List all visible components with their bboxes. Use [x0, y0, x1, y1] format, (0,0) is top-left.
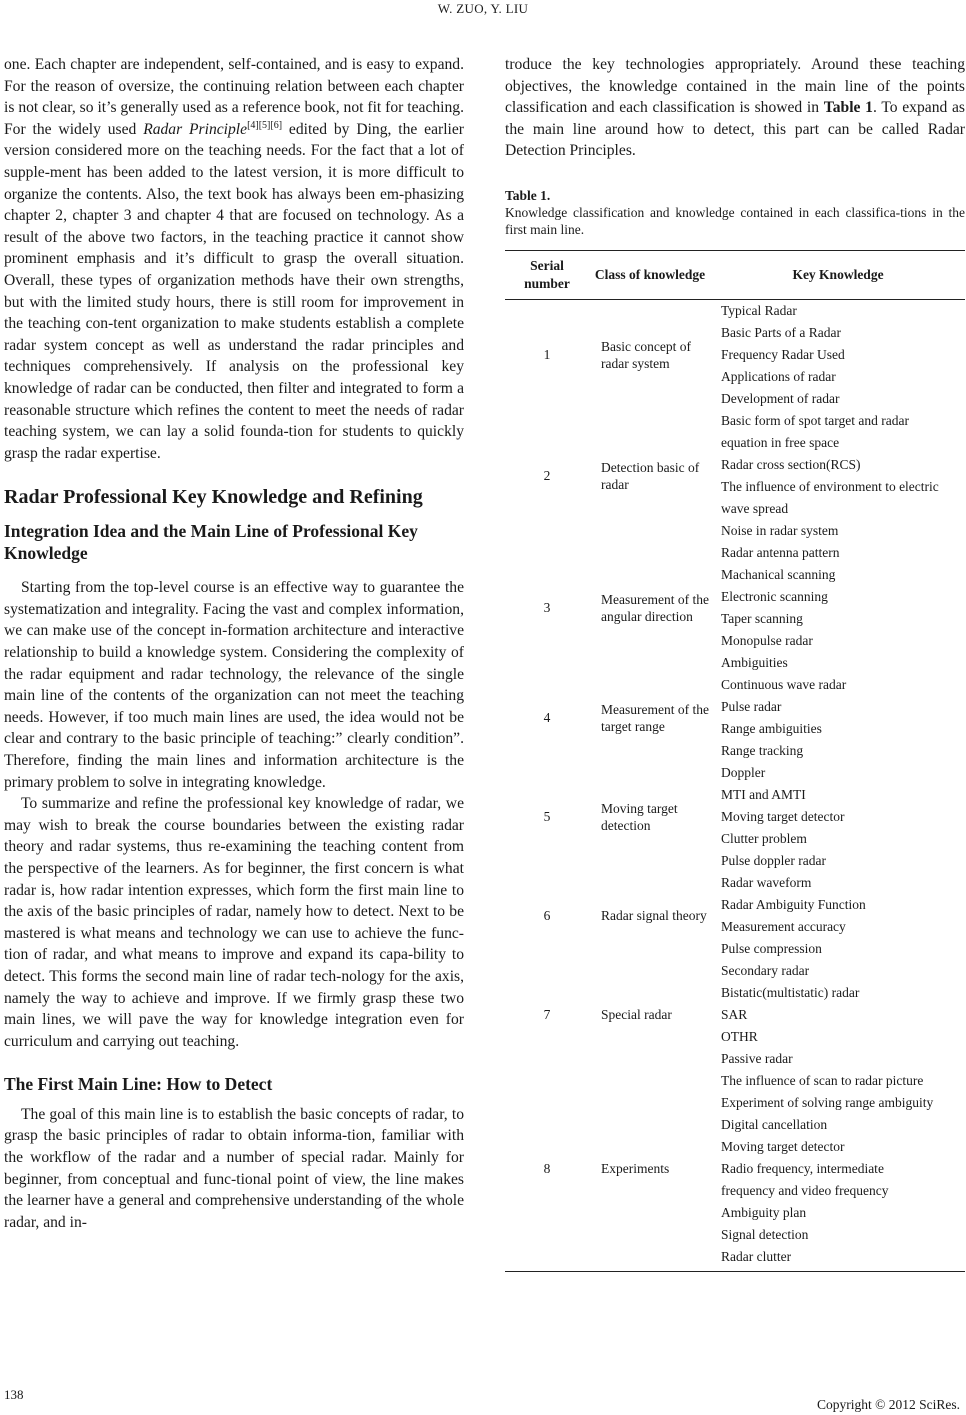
serial-number-cell: 5: [543, 808, 551, 824]
key-knowledge-item: Passive radar: [721, 1050, 793, 1066]
key-knowledge-item: Pulse compression: [721, 940, 822, 956]
key-knowledge-item: Development of radar: [721, 390, 840, 406]
key-knowledge-item: Machanical scanning: [721, 566, 836, 582]
key-knowledge-item: Moving target detector: [721, 808, 845, 824]
serial-number-cell: 8: [505, 1070, 589, 1272]
serial-number-cell: 6: [543, 907, 551, 923]
key-knowledge-item: OTHR: [721, 1028, 758, 1044]
table-row: [505, 410, 965, 542]
key-knowledge-item: Experiment of solving range ambiguity: [721, 1094, 934, 1110]
book-title: Radar Principle: [143, 120, 248, 138]
key-knowledge-item: Radio frequency, intermediate: [721, 1160, 884, 1176]
table-reference: Table 1: [823, 99, 873, 117]
key-knowledge-item: Applications of radar: [721, 368, 836, 384]
serial-number-cell: 4: [543, 709, 551, 725]
left-column: [4, 54, 464, 1233]
key-knowledge-item: Radar waveform: [721, 874, 812, 890]
key-knowledge-item: Electronic scanning: [721, 588, 828, 604]
key-knowledge-cell: [711, 762, 965, 872]
key-knowledge-item: Range tracking: [721, 742, 804, 758]
table-row: [505, 542, 965, 674]
paragraph-introduce: troduce the key technologies appropriately. Around these teaching objectives, the knowledge contained in the main line of the points classification and each classification is showed in Table 1. To expand as the main line around how to detect, this part can be called Radar Detection Principles.: [505, 56, 965, 160]
section-title: Radar Professional Key Knowledge and Refining: [4, 486, 423, 509]
key-knowledge-item: Radar clutter: [721, 1248, 792, 1264]
key-knowledge-item: Signal detection: [721, 1226, 809, 1242]
key-knowledge-item: Pulse radar: [721, 698, 782, 714]
key-knowledge-item: Continuous wave radar: [721, 676, 847, 692]
key-knowledge-item: Monopulse radar: [721, 632, 813, 648]
paragraph-goal: The goal of this main line is to establish the basic concepts of radar, to grasp the basic principles of radar to obtain informa-tion, familiar with the workflow of the radar and a number of special radar. Mainly for beginner, from conceptual and func-tional point of view, the line makes the learner have a general and comprehensive understanding of the whole radar, and in-: [4, 1105, 464, 1231]
key-knowledge-item: MTI and AMTI: [721, 786, 806, 802]
key-knowledge-item: Basic Parts of a Radar: [721, 324, 841, 340]
class-cell: Radar signal theory: [601, 908, 707, 924]
serial-number-cell: 7: [543, 1006, 551, 1022]
class-cell: Measurement of the angular direction: [601, 591, 709, 624]
table-row: [505, 299, 965, 410]
key-knowledge-item: Bistatic(multistatic) radar: [721, 984, 860, 1000]
table-row: [505, 960, 965, 1070]
class-cell: Basic concept of radar system: [601, 338, 691, 371]
copyright: Copyright © 2012 SciRes.: [816, 1397, 960, 1412]
key-knowledge-item: SAR: [721, 1006, 748, 1022]
citation-refs: [4][5][6]: [247, 119, 283, 131]
paragraph-top-level: Starting from the top-level course is an effective way to guarantee the systematization and integrality. Facing the vast and complex information, we can make use of the concept in-formation architecture and interactive relationship to build a knowledge system. Considering the complexity of the radar equipment and radar technology, the relevance of the single main line of the contents of the organization can not meet the teaching needs. However, if too much main lines are used, the idea would not be clear and contrary to the basic principle of teaching:” clearly condition”. Therefore, finding the main lines and information architecture is the primary problem to solve in integrating knowledge.: [4, 579, 464, 791]
key-knowledge-item: Doppler: [721, 764, 766, 780]
key-knowledge-cell: [711, 1070, 965, 1272]
serial-number-cell: 1: [543, 346, 551, 362]
knowledge-table: [505, 250, 965, 1272]
table-header-row: [505, 250, 965, 299]
key-knowledge-item: Clutter problem: [721, 830, 807, 846]
key-knowledge-item: Measurement accuracy: [721, 918, 846, 934]
key-knowledge-cell: [711, 872, 965, 960]
running-head: W. ZUO, Y. LIU: [437, 1, 529, 16]
header-class-of-knowledge: Class of knowledge: [589, 250, 711, 299]
key-knowledge-item: Taper scanning: [721, 610, 803, 626]
key-knowledge-item: Noise in radar system: [721, 522, 839, 538]
table-row: [505, 872, 965, 960]
paragraph-summarize: To summarize and refine the professional key knowledge of radar, we may wish to break the course boundaries between the existing radar theory and radar systems, thus re-examining the teaching content from the perspective of the learners. As for beginner, the first concern is what radar is, how radar intention expresses, which form the first main line to the axis of the basic principles of radar, namely how to detect. Next to be mastered is what means and technology we can use to achieve the func-tion of radar, and what means to improve and expand its capa-bility to detect. This forms the second main line of radar tech-nology for the axis, namely the way to achieve and improve. If we firmly grasp these two main lines, we will pave the way for knowledge integration even for curriculum and carrying out teaching.: [4, 795, 464, 1050]
key-knowledge-cell: [711, 542, 965, 674]
key-knowledge-item: Moving target detector: [721, 1138, 845, 1154]
class-cell: Special radar: [601, 1007, 672, 1023]
key-knowledge-cell: [711, 674, 965, 762]
key-knowledge-cell: [711, 960, 965, 1070]
paragraph-continued: one. Each chapter are independent, self-contained, and is easy to expand. For the reason of oversize, the continuing relation between each chapter is not clear, so it’s generally used as a reference book, not fit for teaching. For the widely used Radar Principle[4][5][6] edited by Ding, the earlier version considered more on the teaching needs. For the fact that a lot of supple-ment has been added to the latest version, it is more difficult to organize the contents. Also, the text book has always been em-phasizing chapter 2, chapter 3 and chapter 4 that are focused on technology. As a result of the above two factors, in the teaching practice it cannot show prominent emphasis and it’s difficult to grasp the overall situation. Overall, these types of organization methods have their own strengths, but with the limited study hours, there is still room for improvement in the teaching con-tent organization to make students establish a complete radar system concept as well as understand the radar principles and techniques comprehensively. If analysis on the professional key knowledge of radar can be conducted, then filter and integrated to form a reasonable structure which refines the content to meet the needs of radar teaching system, we can lay a solid founda-tion for students to quickly grasp the radar expertise.: [4, 56, 464, 462]
class-cell: Detection basic of radar: [601, 459, 700, 492]
subsection-title-integration: Integration Idea and the Main Line of Professional Key Knowledge: [4, 521, 418, 563]
key-knowledge-item: Digital cancellation: [721, 1116, 828, 1132]
header-serial-number: Serial number: [505, 250, 589, 299]
key-knowledge-item: Radar antenna pattern: [721, 544, 840, 560]
key-knowledge-item: Radar Ambiguity Function: [721, 896, 866, 912]
key-knowledge-item: Basic form of spot target and radar: [721, 412, 909, 428]
serial-number-cell: 2: [543, 467, 551, 483]
key-knowledge-item: frequency and video frequency: [721, 1182, 889, 1198]
key-knowledge-item: wave spread: [721, 500, 789, 516]
table-caption: Knowledge classification and knowledge contained in each classifica-tions in the first main line.: [505, 204, 965, 237]
serial-number-cell: 3: [543, 599, 551, 615]
key-knowledge-item: Ambiguity plan: [721, 1204, 807, 1220]
table-row: [505, 1070, 965, 1272]
key-knowledge-item: equation in free space: [721, 434, 840, 450]
key-knowledge-item: Typical Radar: [721, 302, 797, 318]
table-row: [505, 762, 965, 872]
key-knowledge-item: The influence of scan to radar picture: [721, 1072, 924, 1088]
key-knowledge-item: Secondary radar: [721, 962, 810, 978]
key-knowledge-item: Frequency Radar Used: [721, 346, 845, 362]
header-key-knowledge: Key Knowledge: [711, 250, 965, 299]
table-label: Table 1.: [505, 187, 551, 203]
key-knowledge-item: Range ambiguities: [721, 720, 822, 736]
table-body: [505, 299, 965, 1271]
key-knowledge-cell: [711, 299, 965, 410]
class-cell: Measurement of the target range: [601, 701, 709, 734]
right-column: [505, 54, 965, 1272]
key-knowledge-item: The influence of environment to electric: [721, 478, 939, 494]
table-row: [505, 674, 965, 762]
subsection-title-first-main-line: The First Main Line: How to Detect: [4, 1074, 273, 1095]
class-cell: Experiments: [589, 1070, 711, 1272]
key-knowledge-item: Ambiguities: [721, 654, 788, 670]
key-knowledge-item: Radar cross section(RCS): [721, 456, 861, 472]
key-knowledge-item: Pulse doppler radar: [721, 852, 826, 868]
page-number: 138: [4, 1387, 24, 1402]
key-knowledge-cell: [711, 410, 965, 542]
class-cell: Moving target detection: [601, 800, 678, 833]
